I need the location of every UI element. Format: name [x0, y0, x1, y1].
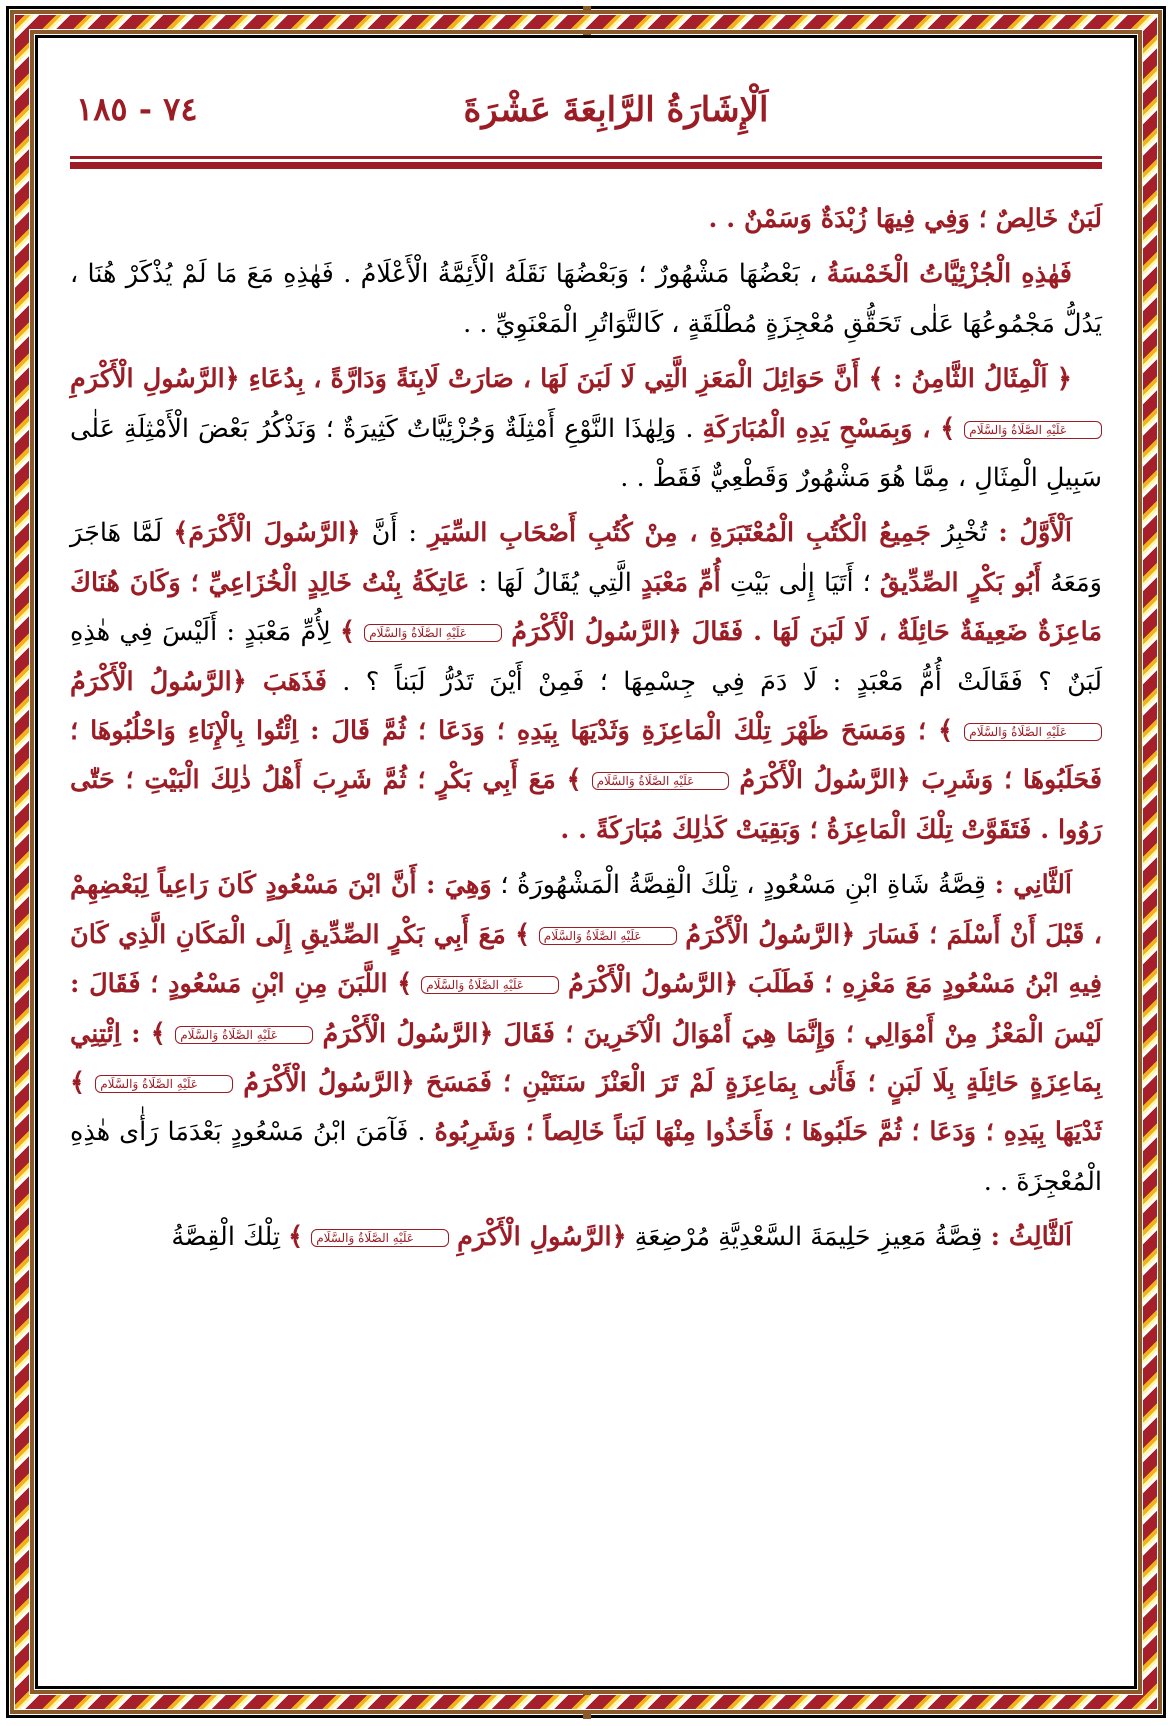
border-knot-bottom-inner: [583, 1690, 591, 1695]
paragraph: [70, 250, 1102, 349]
border-knot-top-inner: [583, 30, 591, 35]
header-rule-thin: [70, 156, 1102, 159]
paragraph: [70, 861, 1102, 1207]
page-range: ٧٤ - ١٨٥: [76, 90, 198, 128]
highlighted-text: ﴿الرَّسُولَ الْأَكْرَمَ: [188, 518, 361, 549]
highlighted-text: فَذَهَبَ ﴿الرَّسُولُ الْأَكْرَمُ: [70, 666, 327, 697]
page-header: [70, 80, 1102, 150]
highlighted-text: ﴾ ؛ وَمَسَحَ ظَهْرَ تِلْكَ الْمَاعِزَةِ وَثَدْيَهَا بِيَدِهِ ؛ وَدَعَا ؛ ثُمَّ قَالَ : اِئْتُوا بِالْإِنَاءِ وَاحْلُبُوهَا ؛ فَحَلَبُوهَا ؛ وَشَرِبَ ﴿الرَّسُولُ الْأَكْرَمُ: [70, 716, 1103, 796]
body-text: [70, 195, 1102, 1263]
border-knot-bottom: [583, 1714, 591, 1719]
highlighted-text: اَلْأَوَّلُ :: [998, 518, 1072, 549]
salawat-seal-icon: عَلَيْهِ الصَّلَاةُ وَالسَّلَام: [95, 1075, 233, 1093]
salawat-seal-icon: عَلَيْهِ الصَّلَاةُ وَالسَّلَام: [311, 1229, 449, 1247]
body-text-segment: : أَنَّ: [360, 518, 428, 549]
body-text-segment: الَّتِي يُقَالُ لَهَا :: [469, 567, 641, 598]
body-text-segment: لَمَّا هَاجَرَ وَمَعَهُ: [70, 518, 1102, 598]
highlighted-text: ﴾: [288, 1222, 304, 1253]
border-knot-top: [583, 6, 591, 11]
highlighted-text: وَهِيَ : أَنَّ ابْنَ مَسْعُودٍ كَانَ رَاعِياً لِبَعْضِهِمْ ، قَبْلَ أَنْ أَسْلَمَ ؛ فَسَارَ ﴿الرَّسُولُ الْأَكْرَمُ: [70, 870, 1103, 950]
header-rule-thick: [70, 162, 1102, 169]
highlighted-text: اَلثَّانِي :: [994, 870, 1072, 901]
highlighted-text: فَهٰذِهِ الْجُزْئِيَّاتُ الْخَمْسَةُ: [826, 259, 1072, 290]
salawat-seal-icon: عَلَيْهِ الصَّلَاةُ وَالسَّلَام: [964, 723, 1102, 741]
highlighted-text: ﴾ مَعَ أَبِي بَكْرٍ الصِّدِّيقِ إِلَى الْمَكَانِ الَّذِي كَانَ فِيهِ ابْنُ مَسْعُودٍ مَعَ مَعْزِهِ ؛ فَطَلَبَ ﴿الرَّسُولُ الْأَكْرَمُ: [70, 919, 1103, 1000]
body-text-segment: ، بَعْضُهَا مَشْهُورٌ ؛ وَبَعْضُهَا نَقَلَهُ الْأَئِمَّةُ الْأَعْلَامُ . فَهٰذِهِ مَعَ مَا لَمْ يُذْكَرْ هُنَا ، يَدُلُّ مَجْمُوعُهَا عَلٰى تَحَقُّقِ مُعْجِزَةٍ مُطْلَقَةٍ ، كَالتَّوَاتُرِ الْمَعْنَوِيِّ . .: [70, 259, 1102, 339]
chapter-title: اَلْإِشَارَةُ الرَّابِعَةَ عَشْرَةَ: [463, 90, 769, 130]
highlighted-text: أُمِّ مَعْبَدٍ: [640, 567, 721, 598]
highlighted-text: ﴾ ، وَبِمَسْحِ يَدِهِ الْمُبَارَكَةِ: [702, 413, 956, 444]
salawat-seal-icon: عَلَيْهِ الصَّلَاةُ وَالسَّلَام: [964, 421, 1102, 439]
salawat-seal-icon: عَلَيْهِ الصَّلَاةُ وَالسَّلَام: [592, 772, 730, 790]
highlighted-text: أَنَّ حَوَائِلَ الْمَعَزِ الَّتِي لَا لَبَنَ لَهَا ، صَارَتْ لَابِنَةً وَدَارَّةً ، بِدُعَاءِ ﴿الرَّسُولِ الْأَكْرَمِ: [70, 364, 860, 395]
paragraph: [70, 355, 1102, 503]
highlighted-text: ﴾ مَعَ أَبِي بَكْرٍ ؛ ثُمَّ شَرِبَ أَهْلُ ذٰلِكَ الْبَيْتِ ؛ حَتّٰى رَوُوا . فَتَقَوَّتْ تِلْكَ الْمَاعِزَةُ ؛ وَبَقِيَتْ كَذٰلِكَ مُبَارَكَةً . .: [70, 765, 1102, 845]
salawat-seal-icon: عَلَيْهِ الصَّلَاةُ وَالسَّلَام: [421, 976, 559, 994]
body-text-segment: ؛ أَتَيَا إِلٰى بَيْتِ: [720, 567, 880, 598]
highlighted-text: عَاتِكَةُ بِنْتُ خَالِدٍ الْخُزَاعِيِّ ؛ وَكَانَ هُنَاكَ مَاعِزَةٌ ضَعِيفَةٌ حَائِلَةٌ ، لَا لَبَنَ لَهَا . فَقَالَ ﴿الرَّسُولُ الْأَكْرَمُ: [70, 567, 1103, 648]
body-text-segment: . فَآمَنَ ابْنُ مَسْعُودٍ بَعْدَمَا رَأٰى هٰذِهِ الْمُعْجِزَةَ . .: [70, 1117, 1102, 1197]
body-text-segment: لِأُمِّ مَعْبَدٍ : أَلَيْسَ فِي هٰذِهِ لَبَنٌ ؟ فَقَالَتْ أُمُّ مَعْبَدٍ : لَا دَمَ فِي جِسْمِهَا ؛ فَمِنْ أَيْنَ تَدُرُّ لَبَناً ؟ .: [70, 617, 1103, 697]
salawat-seal-icon: عَلَيْهِ الصَّلَاةُ وَالسَّلَام: [539, 927, 677, 945]
highlighted-text: جَمِيعُ الْكُتُبِ الْمُعْتَبَرَةِ ، مِنْ كُتُبِ أَصْحَابِ السِّيَرِ: [428, 518, 932, 549]
highlighted-text: ﴾ : اِئْتِنِي بِمَاعِزَةٍ حَائِلَةٍ بِلَا لَبَنٍ ؛ فَأَتٰى بِمَاعِزَةٍ لَمْ تَرَ الْعَنْزَ سَنَتَيْنِ ؛ فَمَسَحَ ﴿الرَّسُولُ الْأَكْرَمُ: [70, 1018, 1103, 1098]
highlighted-text: ﴿الرَّسُولِ الْأَكْرَمِ: [457, 1222, 627, 1253]
salawat-seal-icon: عَلَيْهِ الصَّلَاةُ وَالسَّلَام: [364, 624, 502, 642]
highlighted-text: ﴾: [173, 518, 189, 549]
ornament-bracket-icon: ﴿: [1047, 364, 1073, 395]
highlighted-text: اَلْمِثَالُ الثَّامِنُ :: [893, 364, 1048, 395]
highlighted-text: ﴾: [340, 617, 355, 648]
highlighted-text: اَلثَّالِثُ :: [990, 1222, 1072, 1253]
salawat-seal-icon: عَلَيْهِ الصَّلَاةُ وَالسَّلَام: [175, 1026, 313, 1044]
highlighted-text: ﴾ اللَّبَنَ مِنِ ابْنِ مَسْعُودٍ ؛ فَقَالَ : لَيْسَ الْمَعْزُ مِنْ أَمْوَالِي ؛ وَإِنَّمَا هِيَ أَمْوَالُ الْآخَرِينَ ؛ فَقَالَ ﴿الرَّسُولُ الْأَكْرَمُ: [70, 969, 1103, 1049]
paragraph: [70, 509, 1102, 855]
body-text-segment: قِصَّةُ شَاةِ ابْنِ مَسْعُودٍ ، تِلْكَ الْقِصَّةُ الْمَشْهُورَةُ ؛: [491, 870, 995, 901]
ornament-bracket-icon: ﴾: [859, 364, 893, 395]
paragraph: [70, 1213, 1102, 1262]
page-content: [70, 80, 1102, 1269]
highlighted-text: لَبَنٌ خَالِصٌ ؛ وَفِي فِيهَا زُبْدَةٌ وَسَمْنٌ . .: [708, 204, 1102, 234]
highlighted-text: ﴾ ثَدْيَهَا بِيَدِهِ ؛ وَدَعَا ؛ ثُمَّ حَلَبُوهَا ؛ فَأَخَذُوا مِنْهَا لَبَناً خَالِصاً ؛ وَشَرِبُوهُ: [70, 1067, 1102, 1148]
body-text-segment: تُخْبِرُ: [931, 518, 999, 549]
paragraph: [70, 195, 1102, 244]
highlighted-text: أَبُو بَكْرٍ الصِّدِّيقُ: [879, 567, 1041, 598]
body-text-segment: . وَلِهٰذَا النَّوْعِ أَمْثِلَةٌ وَجُزْئِيَّاتٌ كَثِيرَةٌ ؛ وَنَذْكُرُ بَعْضَ الْأَمْثِلَةِ عَلٰى سَبِيلِ الْمِثَالِ ، مِمَّا هُوَ مَشْهُورٌ وَقَطْعِيٌّ فَقَطْ . .: [70, 413, 1102, 494]
body-text-segment: قِصَّةُ مَعِيزِ حَلِيمَةَ السَّعْدِيَّةِ مُرْضِعَةِ: [626, 1222, 991, 1253]
body-text-segment: تِلْكَ الْقِصَّةُ: [171, 1222, 289, 1253]
